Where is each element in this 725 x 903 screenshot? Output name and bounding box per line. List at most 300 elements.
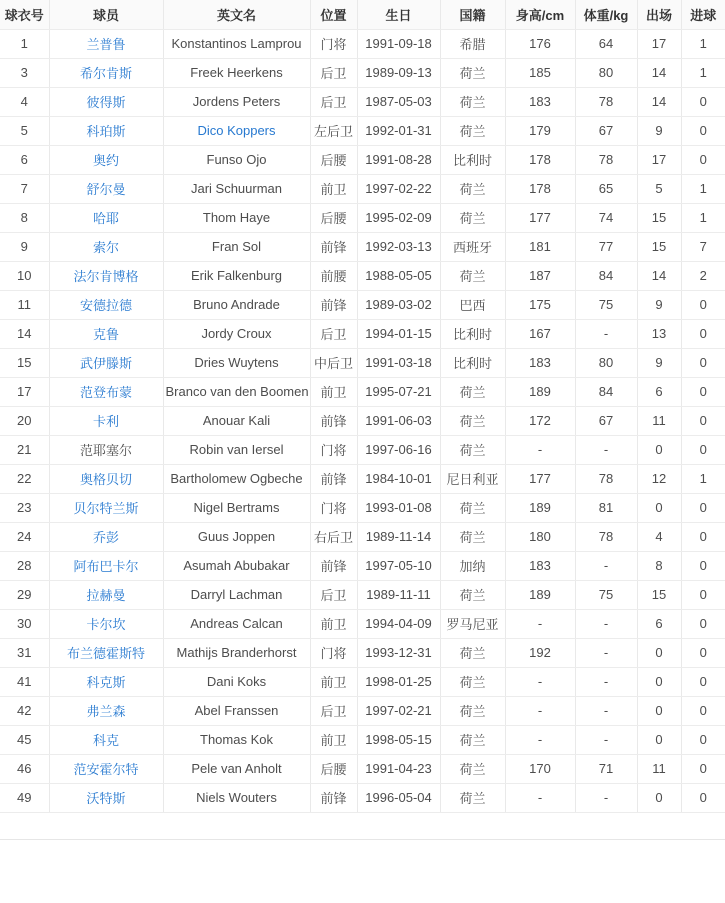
table-row — [0, 116, 725, 145]
nationality: 尼日利亚 — [446, 472, 499, 487]
table-row — [0, 580, 725, 609]
position: 前卫 — [320, 385, 347, 400]
table-row — [0, 754, 725, 783]
nationality: 荷兰 — [459, 211, 486, 226]
position-cell — [310, 406, 357, 435]
birthday: 1995-07-21 — [365, 384, 432, 399]
weight-value: - — [603, 790, 609, 805]
height-value: 183 — [529, 355, 551, 370]
position: 前锋 — [320, 559, 347, 574]
weight-value: 84 — [598, 268, 614, 283]
position-cell — [310, 87, 357, 116]
player-name-cn-cell — [49, 580, 163, 609]
birthday-cell — [357, 174, 440, 203]
height-value-cell — [505, 319, 575, 348]
player-name-cn-link[interactable]: 卡利 — [92, 414, 119, 429]
appearances-value: 17 — [651, 152, 667, 167]
position-cell — [310, 522, 357, 551]
player-name-en: Thomas Kok — [200, 732, 273, 747]
weight-value-cell — [575, 464, 637, 493]
weight-value-cell — [575, 29, 637, 58]
nationality-cell — [440, 29, 505, 58]
height-value: - — [537, 674, 543, 689]
position: 右后卫 — [313, 530, 353, 545]
goals-value-cell — [681, 203, 725, 232]
player-name-cn-link[interactable]: 武伊滕斯 — [79, 356, 132, 371]
position-cell — [310, 203, 357, 232]
goals-value-cell — [681, 638, 725, 667]
nationality-cell — [440, 203, 505, 232]
nationality: 荷兰 — [459, 443, 486, 458]
jersey-number: 24 — [17, 529, 32, 544]
column-header-nationality: 国籍 — [440, 0, 505, 29]
jersey-number: 46 — [17, 761, 32, 776]
birthday-cell — [357, 29, 440, 58]
birthday: 1998-05-15 — [365, 732, 432, 747]
weight-value: 65 — [598, 181, 614, 196]
jersey-number-cell — [0, 232, 49, 261]
goals-value-cell — [681, 725, 725, 754]
birthday-cell — [357, 464, 440, 493]
goals-value-cell — [681, 290, 725, 319]
player-name-cn-link[interactable]: 卡尔坎 — [86, 617, 126, 632]
appearances-value: 0 — [655, 674, 663, 689]
table-row — [0, 261, 725, 290]
table-row — [0, 667, 725, 696]
weight-value: - — [603, 442, 609, 457]
birthday-cell — [357, 377, 440, 406]
birthday: 1991-08-28 — [365, 152, 432, 167]
goals-value-cell — [681, 29, 725, 58]
goals-value-cell — [681, 551, 725, 580]
goals-value: 0 — [699, 442, 707, 457]
appearances-value: 12 — [651, 471, 667, 486]
height-value-cell — [505, 725, 575, 754]
player-name-en-cell — [163, 203, 310, 232]
height-value-cell — [505, 116, 575, 145]
jersey-number-cell — [0, 783, 49, 812]
player-name-en: Branco van den Boomen — [165, 384, 309, 399]
weight-value: - — [603, 674, 609, 689]
weight-value-cell — [575, 406, 637, 435]
birthday-cell — [357, 319, 440, 348]
appearances-value-cell — [637, 116, 681, 145]
nationality-cell — [440, 435, 505, 464]
height-value-cell — [505, 87, 575, 116]
birthday-cell — [357, 783, 440, 812]
player-name-cn-link[interactable]: 贝尔特兰斯 — [73, 501, 139, 516]
goals-value: 7 — [699, 239, 707, 254]
birthday-cell — [357, 609, 440, 638]
goals-value-cell — [681, 783, 725, 812]
weight-value-cell — [575, 116, 637, 145]
position: 后腰 — [320, 762, 347, 777]
position-cell — [310, 551, 357, 580]
table-row — [0, 290, 725, 319]
nationality: 荷兰 — [459, 269, 486, 284]
height-value-cell — [505, 29, 575, 58]
player-name-cn-link[interactable]: 法尔肯博格 — [73, 269, 139, 284]
nationality-cell — [440, 319, 505, 348]
player-name-cn-link[interactable]: 奥约 — [92, 153, 119, 168]
position: 前腰 — [320, 269, 347, 284]
height-value: 189 — [529, 500, 551, 515]
appearances-value: 0 — [655, 442, 663, 457]
height-value: - — [537, 790, 543, 805]
table-row — [0, 464, 725, 493]
player-name-en: Thom Haye — [202, 210, 271, 225]
divider — [0, 839, 725, 840]
birthday: 1997-06-16 — [365, 442, 432, 457]
appearances-value-cell — [637, 638, 681, 667]
birthday-cell — [357, 493, 440, 522]
height-value-cell — [505, 232, 575, 261]
player-name-cn-cell — [49, 406, 163, 435]
player-name-en-cell — [163, 29, 310, 58]
table-row — [0, 232, 725, 261]
weight-value: 74 — [598, 210, 614, 225]
appearances-value: 6 — [655, 384, 663, 399]
height-value-cell — [505, 667, 575, 696]
appearances-value: 6 — [655, 616, 663, 631]
weight-value-cell — [575, 261, 637, 290]
goals-value-cell — [681, 464, 725, 493]
jersey-number-cell — [0, 290, 49, 319]
player-name-cn-link[interactable]: 弗兰森 — [86, 704, 126, 719]
table-row — [0, 522, 725, 551]
goals-value: 1 — [699, 210, 707, 225]
birthday-cell — [357, 725, 440, 754]
nationality-cell — [440, 464, 505, 493]
height-value-cell — [505, 290, 575, 319]
player-name-en-cell — [163, 58, 310, 87]
height-value: - — [537, 442, 543, 457]
player-name-cn-cell — [49, 203, 163, 232]
appearances-value-cell — [637, 435, 681, 464]
position: 门将 — [320, 501, 347, 516]
player-name-cn-cell — [49, 232, 163, 261]
height-value-cell — [505, 203, 575, 232]
birthday-cell — [357, 58, 440, 87]
column-header-position: 位置 — [310, 0, 357, 29]
player-name-en-cell — [163, 406, 310, 435]
player-name-cn-cell — [49, 667, 163, 696]
player-name-en: Darryl Lachman — [190, 587, 283, 602]
jersey-number: 20 — [17, 413, 32, 428]
player-name-cn-link[interactable]: 安德拉德 — [79, 298, 132, 313]
player-name-cn-cell — [49, 145, 163, 174]
height-value: 183 — [529, 94, 551, 109]
player-name-cn-link[interactable]: 科克斯 — [86, 675, 126, 690]
nationality-cell — [440, 348, 505, 377]
appearances-value: 11 — [652, 761, 666, 776]
appearances-value: 0 — [655, 500, 663, 515]
jersey-number: 42 — [17, 703, 32, 718]
player-name-en: Abel Franssen — [194, 703, 279, 718]
nationality-cell — [440, 493, 505, 522]
jersey-number: 11 — [17, 297, 31, 312]
height-value: 176 — [529, 36, 551, 51]
player-name-en: Dries Wuytens — [194, 355, 279, 370]
height-value: 185 — [529, 65, 551, 80]
height-value-cell — [505, 406, 575, 435]
nationality-cell — [440, 638, 505, 667]
nationality: 荷兰 — [459, 414, 486, 429]
appearances-value-cell — [637, 319, 681, 348]
goals-value-cell — [681, 319, 725, 348]
player-name-en-link[interactable]: Dico Koppers — [197, 123, 276, 138]
height-value: 172 — [529, 413, 551, 428]
appearances-value: 13 — [651, 326, 667, 341]
goals-value: 2 — [699, 268, 707, 283]
player-name-cn-cell — [49, 290, 163, 319]
height-value: 189 — [529, 587, 551, 602]
appearances-value: 17 — [651, 36, 667, 51]
birthday-cell — [357, 638, 440, 667]
player-name-cn-link[interactable]: 哈耶 — [92, 211, 119, 226]
jersey-number-cell — [0, 29, 49, 58]
position: 门将 — [320, 37, 347, 52]
birthday: 1994-04-09 — [365, 616, 432, 631]
weight-value: 80 — [598, 355, 614, 370]
nationality-cell — [440, 725, 505, 754]
player-name-en-cell — [163, 145, 310, 174]
position: 后卫 — [320, 66, 347, 81]
weight-value-cell — [575, 58, 637, 87]
goals-value: 1 — [699, 181, 707, 196]
player-name-cn-link[interactable]: 克鲁 — [92, 327, 119, 342]
appearances-value: 5 — [655, 181, 663, 196]
jersey-number-cell — [0, 522, 49, 551]
birthday-cell — [357, 406, 440, 435]
player-name-en: Konstantinos Lamprou — [171, 36, 302, 51]
player-name-cn-link[interactable]: 布兰德霍斯特 — [66, 646, 145, 661]
birthday-cell — [357, 290, 440, 319]
height-value: 167 — [529, 326, 551, 341]
height-value: 177 — [529, 471, 551, 486]
table-row — [0, 696, 725, 725]
nationality: 罗马尼亚 — [446, 617, 499, 632]
appearances-value-cell — [637, 145, 681, 174]
height-value-cell — [505, 58, 575, 87]
player-name-en-cell — [163, 232, 310, 261]
goals-value: 0 — [699, 558, 707, 573]
player-name-cn-cell — [49, 551, 163, 580]
player-name-cn-cell — [49, 29, 163, 58]
table-row — [0, 638, 725, 667]
height-value: 180 — [529, 529, 551, 544]
table-row — [0, 348, 725, 377]
nationality-cell — [440, 145, 505, 174]
jersey-number: 17 — [17, 384, 32, 399]
position-cell — [310, 58, 357, 87]
player-name-cn-link[interactable]: 沃特斯 — [86, 791, 126, 806]
table-row — [0, 609, 725, 638]
table-row — [0, 319, 725, 348]
weight-value-cell — [575, 493, 637, 522]
weight-value: 80 — [598, 65, 614, 80]
height-value: - — [537, 616, 543, 631]
appearances-value-cell — [637, 493, 681, 522]
jersey-number-cell — [0, 638, 49, 667]
height-value: 177 — [529, 210, 551, 225]
player-name-cn-cell — [49, 493, 163, 522]
player-name-cn-cell — [49, 725, 163, 754]
player-name-en: Pele van Anholt — [191, 761, 282, 776]
height-value-cell — [505, 580, 575, 609]
nationality: 荷兰 — [459, 95, 486, 110]
birthday-cell — [357, 435, 440, 464]
appearances-value-cell — [637, 29, 681, 58]
appearances-value-cell — [637, 725, 681, 754]
birthday: 1997-02-22 — [365, 181, 432, 196]
table-row — [0, 203, 725, 232]
jersey-number-cell — [0, 116, 49, 145]
nationality: 荷兰 — [459, 704, 486, 719]
player-name-cn-link[interactable]: 范安霍尔特 — [73, 762, 139, 777]
appearances-value-cell — [637, 174, 681, 203]
goals-value: 0 — [699, 732, 707, 747]
position-cell — [310, 29, 357, 58]
jersey-number: 21 — [17, 442, 32, 457]
birthday-cell — [357, 348, 440, 377]
player-name-cn-cell — [49, 464, 163, 493]
player-name-en-cell — [163, 261, 310, 290]
birthday: 1989-09-13 — [365, 65, 432, 80]
birthday: 1993-12-31 — [365, 645, 432, 660]
height-value-cell — [505, 261, 575, 290]
weight-value: 71 — [598, 761, 614, 776]
nationality: 荷兰 — [459, 66, 486, 81]
height-value-cell — [505, 493, 575, 522]
nationality: 加纳 — [459, 559, 486, 574]
goals-value: 0 — [699, 529, 707, 544]
weight-value-cell — [575, 377, 637, 406]
player-name-cn-link[interactable]: 奥格贝切 — [79, 472, 132, 487]
goals-value: 0 — [699, 152, 707, 167]
birthday: 1991-09-18 — [365, 36, 432, 51]
appearances-value: 0 — [655, 645, 663, 660]
player-name-cn-link[interactable]: 阿布巴卡尔 — [73, 559, 139, 574]
player-name-en-cell — [163, 783, 310, 812]
position: 后腰 — [320, 211, 347, 226]
player-name-cn-cell — [49, 58, 163, 87]
player-name-en-cell — [163, 638, 310, 667]
goals-value: 0 — [699, 703, 707, 718]
nationality-cell — [440, 174, 505, 203]
player-name-cn-link[interactable]: 范登布蒙 — [79, 385, 132, 400]
birthday: 1989-03-02 — [365, 297, 432, 312]
player-name-en: Bartholomew Ogbeche — [170, 471, 303, 486]
position-cell — [310, 783, 357, 812]
nationality-cell — [440, 551, 505, 580]
weight-value-cell — [575, 435, 637, 464]
goals-value-cell — [681, 696, 725, 725]
player-name-cn-link[interactable]: 彼得斯 — [86, 95, 126, 110]
height-value: - — [537, 703, 543, 718]
player-name-en: Guus Joppen — [197, 529, 276, 544]
weight-value: - — [603, 616, 609, 631]
table-row — [0, 725, 725, 754]
birthday: 1997-05-10 — [365, 558, 432, 573]
player-name-cn-link[interactable]: 希尔肯斯 — [79, 66, 132, 81]
weight-value: 77 — [598, 239, 614, 254]
player-name-cn-link[interactable]: 拉赫曼 — [86, 588, 126, 603]
jersey-number: 8 — [20, 210, 28, 225]
birthday-cell — [357, 522, 440, 551]
jersey-number: 29 — [17, 587, 32, 602]
player-name-en: Anouar Kali — [202, 413, 271, 428]
column-header-weight: 体重/kg — [575, 0, 637, 29]
table-row — [0, 406, 725, 435]
nationality-cell — [440, 609, 505, 638]
appearances-value: 15 — [651, 239, 667, 254]
appearances-value-cell — [637, 580, 681, 609]
appearances-value-cell — [637, 232, 681, 261]
appearances-value-cell — [637, 58, 681, 87]
goals-value-cell — [681, 348, 725, 377]
height-value-cell — [505, 783, 575, 812]
goals-value-cell — [681, 261, 725, 290]
goals-value-cell — [681, 58, 725, 87]
appearances-value: 15 — [651, 587, 667, 602]
player-name-cn-link[interactable]: 舒尔曼 — [86, 182, 126, 197]
player-name-cn-link[interactable]: 索尔 — [92, 240, 119, 255]
column-header-goals: 进球 — [681, 0, 725, 29]
player-name-cn-cell — [49, 435, 163, 464]
position: 前卫 — [320, 675, 347, 690]
position: 门将 — [320, 646, 347, 661]
position-cell — [310, 232, 357, 261]
column-header-appearances: 出场 — [637, 0, 681, 29]
nationality-cell — [440, 580, 505, 609]
goals-value-cell — [681, 87, 725, 116]
player-name-en-cell — [163, 551, 310, 580]
birthday-cell — [357, 87, 440, 116]
nationality-cell — [440, 290, 505, 319]
nationality: 荷兰 — [459, 530, 486, 545]
appearances-value: 8 — [655, 558, 663, 573]
position: 中后卫 — [313, 356, 353, 371]
weight-value: 78 — [598, 152, 614, 167]
nationality: 荷兰 — [459, 385, 486, 400]
player-name-en: Jari Schuurman — [190, 181, 283, 196]
birthday-cell — [357, 203, 440, 232]
player-name-cn-link[interactable]: 乔彭 — [92, 530, 119, 545]
birthday-cell — [357, 551, 440, 580]
position: 左后卫 — [313, 124, 353, 139]
player-name-en-cell — [163, 754, 310, 783]
player-name-cn-cell — [49, 754, 163, 783]
appearances-value: 0 — [655, 732, 663, 747]
player-name-en-cell — [163, 435, 310, 464]
player-name-cn-link[interactable]: 科珀斯 — [86, 124, 126, 139]
appearances-value-cell — [637, 609, 681, 638]
jersey-number: 45 — [17, 732, 32, 747]
position: 前锋 — [320, 240, 347, 255]
table-row — [0, 783, 725, 812]
position-cell — [310, 638, 357, 667]
player-name-cn-link[interactable]: 科克 — [92, 733, 119, 748]
birthday: 1997-02-21 — [365, 703, 432, 718]
height-value: 178 — [529, 181, 551, 196]
goals-value: 0 — [699, 500, 707, 515]
player-name-cn-cell — [49, 348, 163, 377]
birthday: 1991-06-03 — [365, 413, 432, 428]
position-cell — [310, 290, 357, 319]
player-name-cn-link[interactable]: 兰普鲁 — [86, 37, 126, 52]
nationality: 荷兰 — [459, 675, 486, 690]
